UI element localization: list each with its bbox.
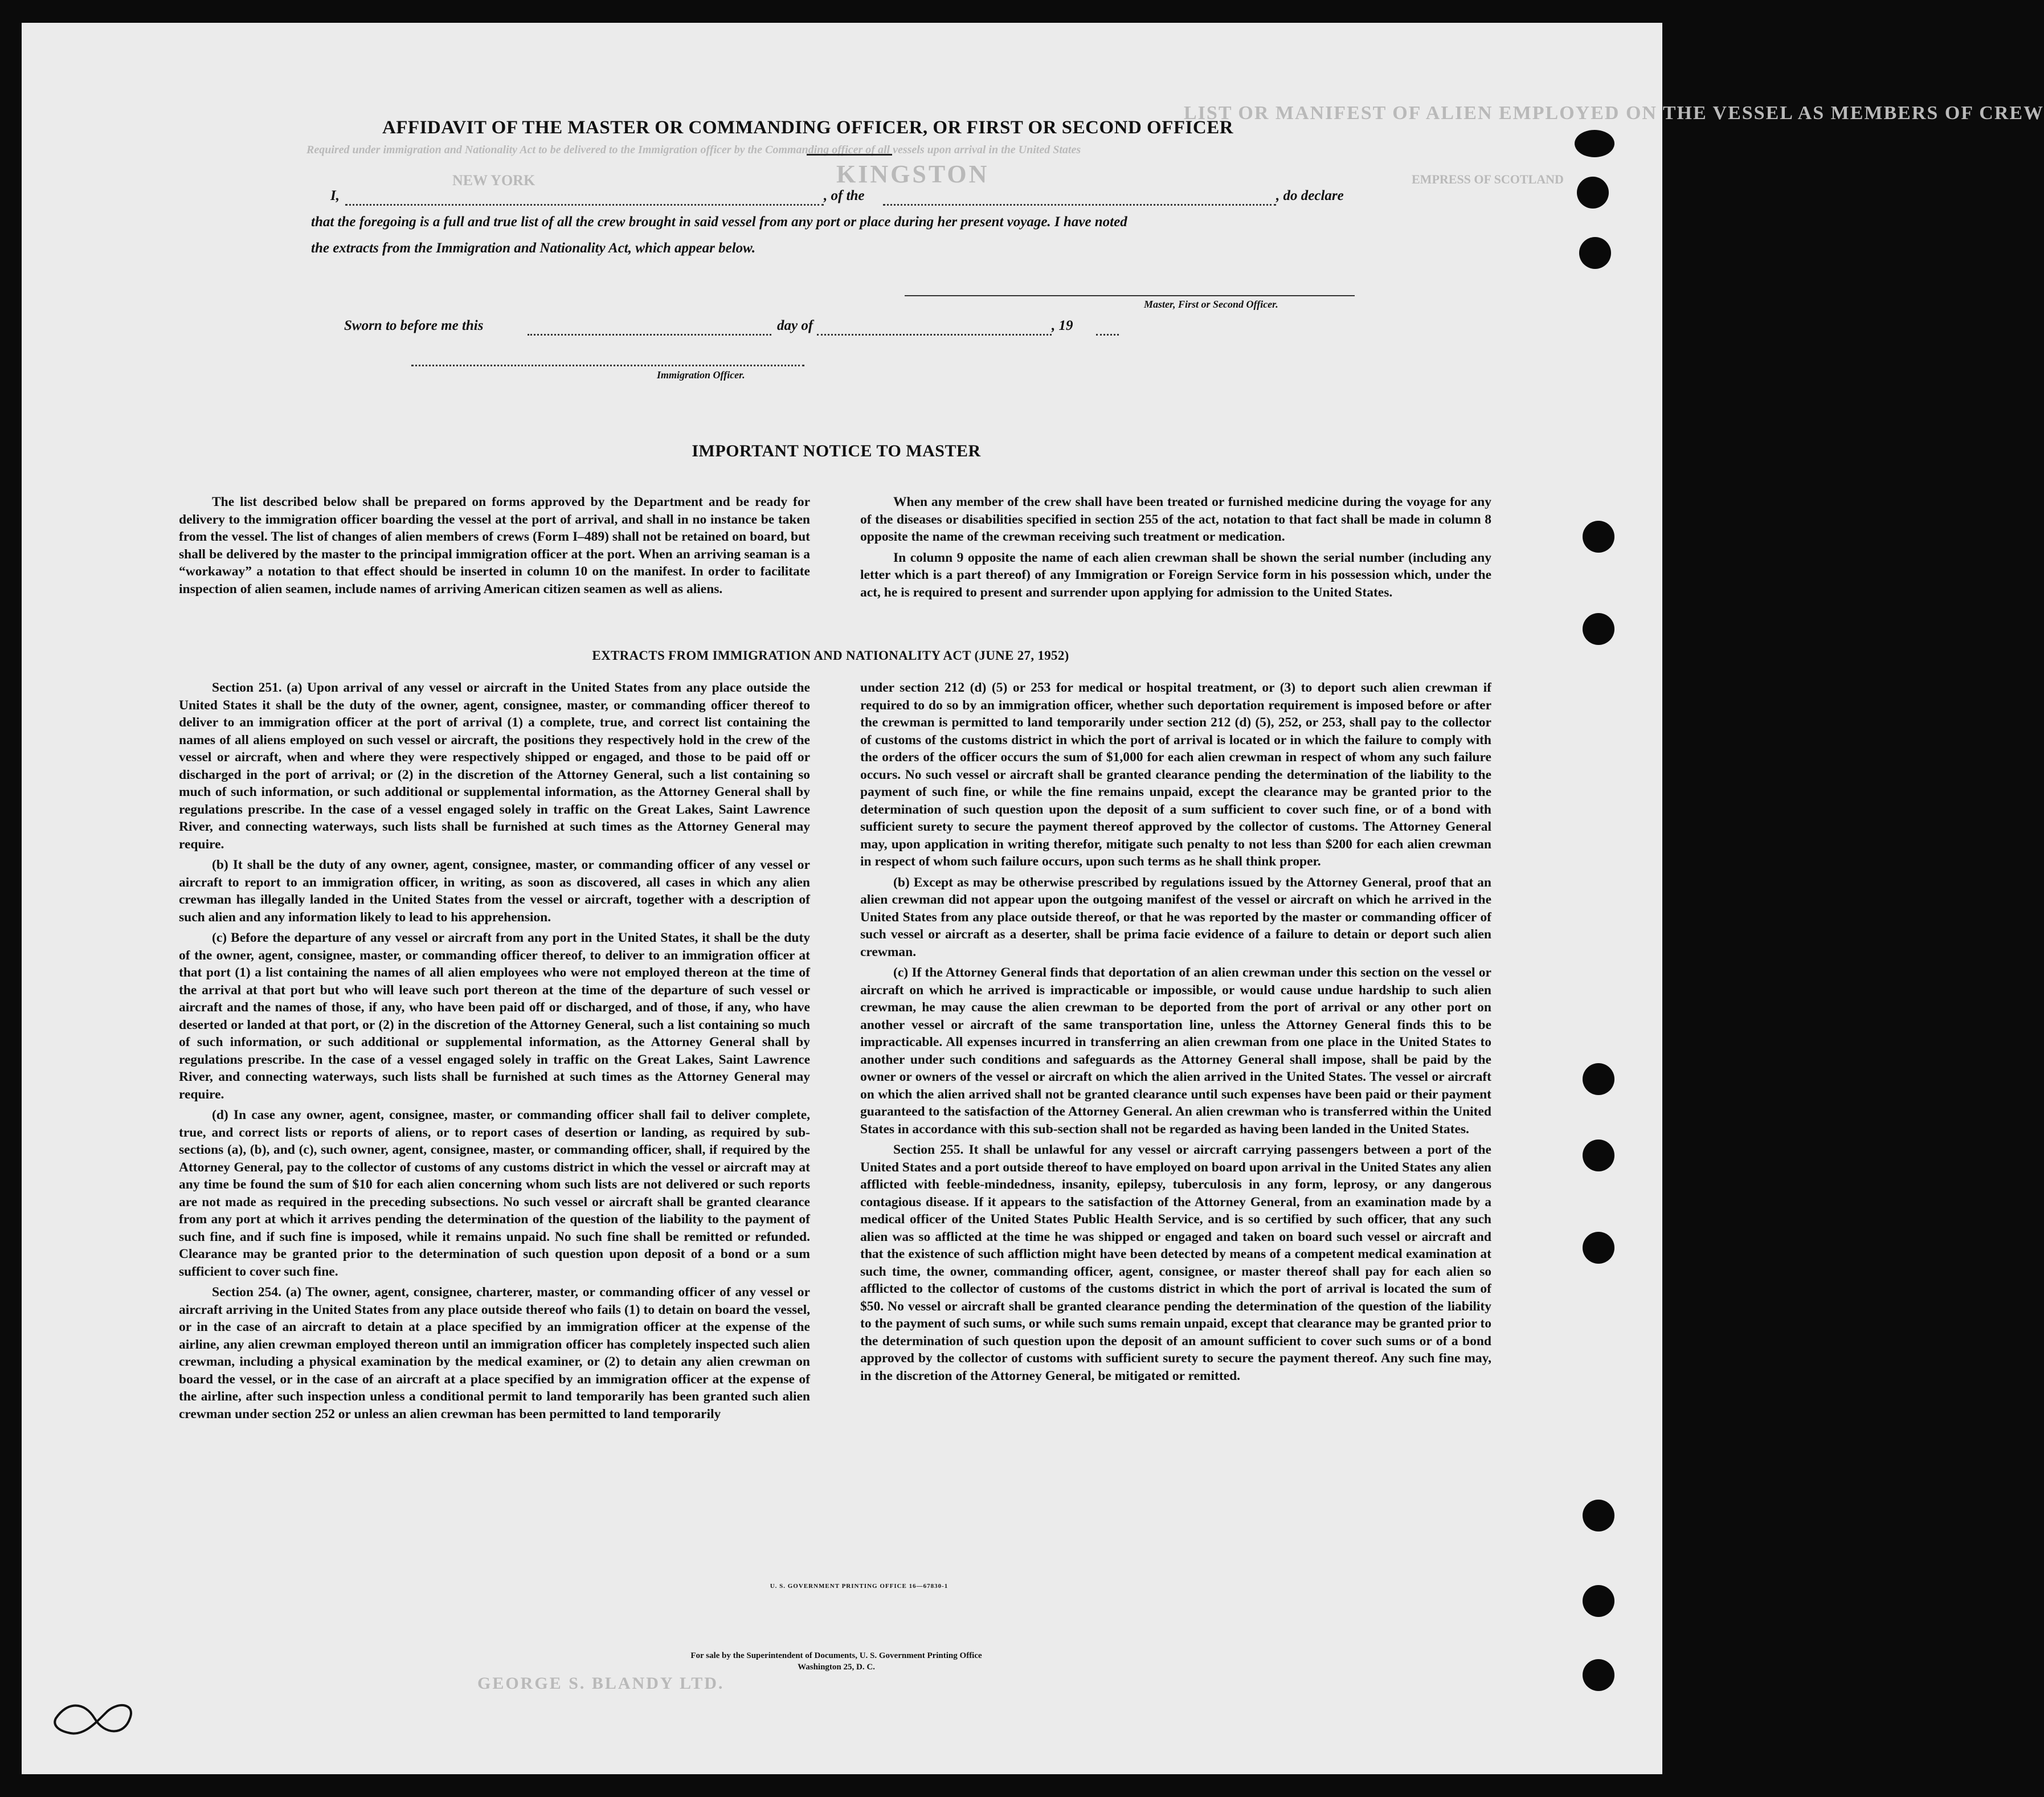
section-251-c: (c) Before the departure of any vessel or aircraft from any port in the United States, it shall be the duty of the owner, agent, consignee, master, or commanding officer thereof, to deliver to an immigration officer at that port (1) a list containing the names of all alien employees who were not employed thereon at the time of the arrival at that port but who will leave such port thereon at the time of the departure of such vessel or aircraft and the names of those, if any, who have been paid off or discharged, and of those, if any, who have deserted or landed at that port, or (2) in the discretion of the Attorney General, such a list containing so much of such information, or such additional or supplemental information, as the Attorney General shall by regulations prescribe. In the case of a vessel engaged solely in traffic on the Great Lakes, Saint Lawrence River, and connecting waterways, such lists shall be furnished at such times as the Attorney General may require.: [179, 930, 810, 1102]
bleed-through-header: LIST OR MANIFEST OF ALIEN EMPLOYED ON THE VESSEL AS MEMBERS OF CREW: [1184, 103, 2044, 124]
punch-hole: [1583, 1140, 1614, 1171]
notice-left-column: [179, 493, 810, 601]
extracts-right-column: [860, 679, 1491, 1388]
extracts-left-column: [179, 679, 810, 1426]
section-254-a: Section 254. (a) The owner, agent, consignee, charterer, master, or commanding officer of any vessel or aircraft arriving in the United States from any place outside thereof who fails (1) to detain on board the vessel, or in the case of an aircraft to detain at a place specified by an immigration officer at the expense of the airline, any alien crewman employed thereon until an immigration officer has completely inspected such alien crewman, including a physical examination by the medical examiner, or (2) to detain any alien crewman on board the vessel, or in the case of an aircraft at a place specified by an immigration officer at the expense of the airline, after such inspection unless a conditional permit to land temporarily has been granted such alien crewman under section 252 or unless an alien crewman has been permitted to land temporarily: [179, 1285, 810, 1422]
punch-hole: [1583, 1063, 1614, 1095]
gpo-imprint: U. S. GOVERNMENT PRINTING OFFICE 16—67830-1: [770, 1583, 949, 1590]
master-signature-caption: Master, First or Second Officer.: [1144, 299, 1278, 310]
master-signature-line[interactable]: [905, 295, 1355, 296]
bleed-through-vessel: EMPRESS OF SCOTLAND: [1412, 172, 1564, 186]
officer-signature-caption: Immigration Officer.: [657, 369, 745, 381]
name-field-line[interactable]: [345, 204, 824, 206]
section-254-b: (b) Except as may be otherwise prescribed by regulations issued by the Attorney General, proof that an alien crewman did not appear upon the outgoing manifest of the vessel or aircraft on which he arrived in the United States from any place outside thereof, or that he was reported by the master or commanding officer of such vessel or aircraft as a deserter, shall be prima facie evidence of a failure to detain or deport such alien crewman.: [860, 875, 1491, 959]
title-rule: [807, 154, 892, 156]
form-page: [22, 23, 2044, 1774]
punch-hole: [1583, 521, 1614, 553]
sworn-year-line[interactable]: [1096, 334, 1119, 336]
affidavit-title: AFFIDAVIT OF THE MASTER OR COMMANDING OFFICER, OR FIRST OR SECOND OFFICER: [382, 117, 1234, 138]
punch-hole: [1577, 177, 1609, 209]
footer: [591, 1650, 1081, 1673]
handwritten-page-number: [50, 1696, 141, 1741]
day-of-label: day of: [777, 318, 813, 333]
punch-hole: [1583, 1585, 1614, 1617]
bleed-through-city: NEW YORK: [452, 172, 535, 189]
punch-hole: [1575, 130, 1614, 157]
notice-right-paragraph-1: When any member of the crew shall have been treated or furnished medicine during the voyage for any of the diseases or disabilities specified in section 255 of the act, notation to that fact shall be made in column 8 opposite the name of the crewman receiving such treatment or medication.: [860, 495, 1491, 544]
sworn-label: Sworn to before me this: [344, 318, 484, 333]
year-label: , 19: [1052, 318, 1073, 333]
extracts-heading: EXTRACTS FROM IMMIGRATION AND NATIONALITY ACT (JUNE 27, 1952): [592, 648, 1069, 663]
section-251-d: (d) In case any owner, agent, consignee, master, or commanding officer shall fail to deliver complete, true, and correct lists or reports of aliens, or to report cases of desertion or landing, as required by sub-sections (a), (b), and (c), such owner, agent, consignee, master, or commanding officer, shall, if required by the Attorney General, pay to the collector of customs of any customs district in which the vessel or aircraft may at any time be found the sum of $10 for each alien concerning whom such lists are not delivered or such reports are not made as required in the preceding subsections. No such vessel or aircraft shall be granted clearance from any port at which it arrives pending the determination of the question of the liability to the payment of such fine, and if such fine is imposed, while it remains unpaid. No such fine shall be remitted or refunded. Clearance may be granted prior to the determination of such question upon deposit of a bond or a sum sufficient to cover such fine.: [179, 1108, 810, 1279]
punch-hole: [1583, 1232, 1614, 1264]
bleed-through-port: KINGSTON: [836, 160, 990, 188]
punch-hole: [1583, 613, 1614, 645]
section-254-c: (c) If the Attorney General finds that deportation of an alien crewman under this section on the vessel or aircraft on which he arrived is impracticable or impossible, or would cause undue hardship to such alien crewman, he may cause the alien crewman to be deported from the port of arrival or any other port on another vessel or aircraft of the same transportation line, unless the Attorney General finds this to be impracticable. All expenses incurred in transferring an alien crewman from one place in the United States to another under such conditions and safeguards as the Attorney General shall impose, shall be paid by the owner or owners of the vessel or aircraft on which the alien arrived in the United States. The vessel or aircraft on which the alien arrived shall not be granted clearance until such expenses have been paid or their payment guaranteed to the satisfaction of the Attorney General. An alien crewman who is transferred within the United States in accordance with this sub-section shall not be regarded as having been landed in the United States.: [860, 965, 1491, 1137]
footer-line-1: For sale by the Superintendent of Documents, U. S. Government Printing Office: [690, 1651, 982, 1660]
declaration-line-3: the extracts from the Immigration and Nationality Act, which appear below.: [311, 240, 756, 256]
notice-right-column: [860, 493, 1491, 605]
section-251-a: Section 251. (a) Upon arrival of any vessel or aircraft in the United States from any place outside the United States it shall be the duty of the owner, agent, consignee, master, or commanding officer thereof to deliver to an immigration officer at the port of arrival (1) a complete, true, and correct list containing the names of all aliens employed on such vessel or aircraft, the positions they respectively hold in the crew of the vessel or aircraft, when and where they were respectively shipped or engaged, and those to be paid off or discharged in the port of arrival; or (2) in the discretion of the Attorney General, such a list containing so much of such information, or such additional or supplemental information, as the Attorney General shall by regulations prescribe. In the case of a vessel engaged solely in traffic on the Great Lakes, Saint Lawrence River, and connecting waterways, such lists shall be furnished at such times as the Attorney General may require.: [179, 680, 810, 852]
section-254-a-continued: under section 212 (d) (5) or 253 for medical or hospital treatment, or (3) to deport such alien crewman if required to do so by an immigration officer, whether such deportation requirement is imposed before or after the crewman is permitted to land temporarily under section 212 (d) (5), 252, or 253, shall pay to the collector of customs of the customs district in which the port of arrival is located or in which the failure to comply with the orders of the officer occurs the sum of $1,000 for each alien crewman in respect of whom any such failure occurs. No such vessel or aircraft shall be granted clearance pending the determination of the liability to the payment of such fine, or while the fine remains unpaid, except the clearance may be granted prior to the determination of such question upon the deposit of a sum sufficient to cover such fine, or of a bond with sufficient surety to secure the payment thereof approved by the collector of customs. The Attorney General may, upon application in writing therefor, mitigate such penalty to not less than $200 for each alien crewman in respect of whom such failure occurs, upon such terms as he shall think proper.: [860, 680, 1491, 869]
declaration-line-2: that the foregoing is a full and true list of all the crew brought in said vessel from any port or place during her present voyage. I have noted: [311, 214, 1127, 230]
sworn-day-line[interactable]: [528, 334, 771, 336]
section-251-b: (b) It shall be the duty of any owner, agent, consignee, master, or commanding officer of any vessel or aircraft to report to an immigration officer, in writing, as soon as discovered, all cases in which any alien crewman has illegally landed in the United States from the vessel or aircraft, together with a description of such alien and any information likely to lead to his apprehension.: [179, 857, 810, 925]
notice-heading: IMPORTANT NOTICE TO MASTER: [692, 442, 981, 460]
of-the-label: , of the: [824, 188, 865, 203]
bleed-through-subheader: Required under immigration and Nationality Act to be delivered to the Immigration officer by the Commanding officer of all vessels upon arrival in the United States: [306, 144, 1081, 156]
do-declare-label: , do declare: [1276, 188, 1344, 203]
vessel-field-line[interactable]: [883, 204, 1276, 206]
bleed-through-owner: GEORGE S. BLANDY LTD.: [477, 1674, 725, 1693]
notice-left-paragraph: The list described below shall be prepared on forms approved by the Department and be ready for delivery to the immigration officer boarding the vessel at the port of arrival, and shall in no instance be taken from the vessel. The list of changes of alien members of crews (Form I–489) shall not be retained on board, but shall be delivered by the master to the principal immigration officer at the port. When an arriving seaman is a “workaway” a notation to that effect should be inserted in column 10 on the manifest. In order to facilitate inspection of alien seamen, include names of arriving American citizen seamen as well as aliens.: [179, 495, 810, 597]
officer-signature-line[interactable]: [411, 365, 804, 366]
punch-hole: [1579, 237, 1611, 269]
notice-right-paragraph-2: In column 9 opposite the name of each alien crewman shall be shown the serial number (including any letter which is a part thereof) of any Immigration or Foreign Service form in his possession which, under the act, he is required to present and surrender upon applying for admission to the United States.: [860, 550, 1491, 600]
section-255: Section 255. It shall be unlawful for any vessel or aircraft carrying passengers between a port of the United States and a port outside thereof to have employed on board upon arrival in the United States any alien afflicted with feeble-mindedness, insanity, epilepsy, tuberculosis in any form, leprosy, or any dangerous contagious disease. If it appears to the satisfaction of the Attorney General, from an examination made by a medical officer of the United States Public Health Service, and is so certified by such officer, that any such alien was so afflicted at the time he was shipped or engaged and taken on board such vessel or aircraft and that the existence of such affliction might have been detected by means of a competent medical examination at such time, the owner, commanding officer, agent, consignee, or master thereof shall pay for each alien so afflicted to the collector of customs of the customs district in which the port of arrival is located the sum of $50. No vessel or aircraft shall be granted clearance pending the determination of the question of the liability to the payment of such sums, or while such sums remain unpaid, except that clearance may be granted prior to the determination of such question upon the deposit of an amount sufficient to cover such sums or of a bond approved by the collector of customs with sufficient surety to secure the payment thereof. Any such fine may, in the discretion of the Attorney General, be mitigated or remitted.: [860, 1142, 1491, 1383]
sworn-month-line[interactable]: [817, 334, 1052, 336]
punch-hole: [1583, 1500, 1614, 1531]
punch-hole: [1583, 1659, 1614, 1691]
footer-line-2: Washington 25, D. C.: [798, 1663, 875, 1672]
affidavit-i-label: I,: [330, 188, 340, 203]
